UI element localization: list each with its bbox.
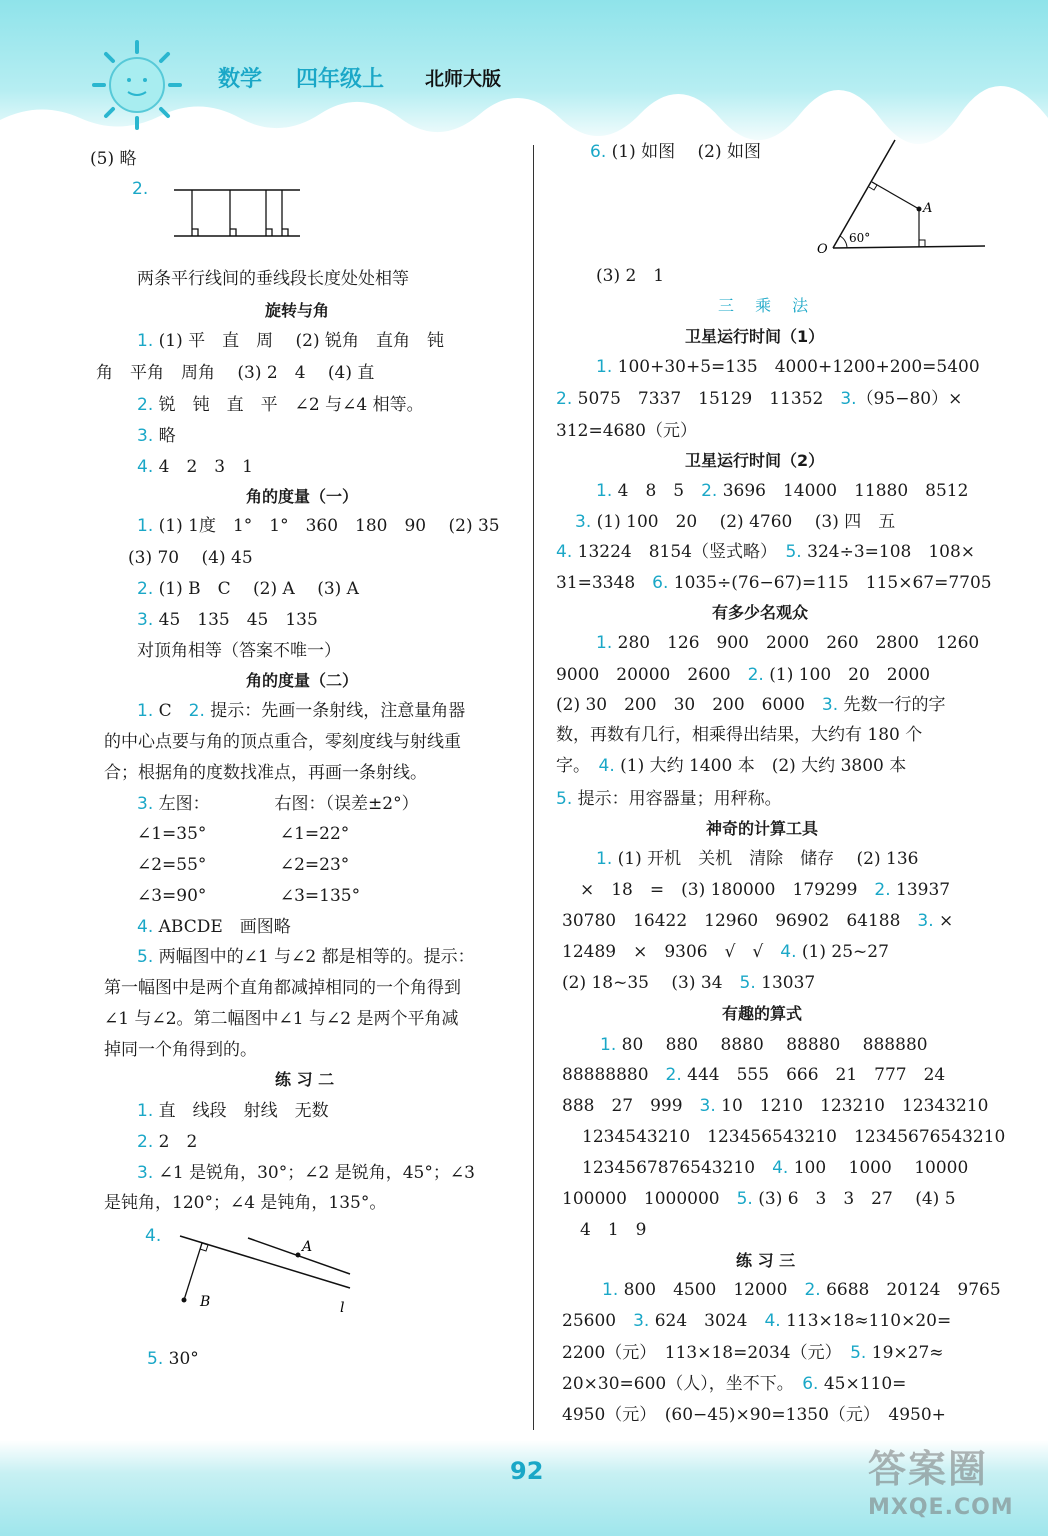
answer-line: 3. 略 xyxy=(137,426,176,446)
answer-line: 3. ∠1 是锐角，30°；∠2 是锐角，45°；∠3 xyxy=(137,1163,475,1183)
answer-line: 3. 45 135 45 135 xyxy=(137,610,318,630)
answer-line: 第一幅图中是两个直角都减掉相同的一个角得到 xyxy=(104,978,461,998)
question-number: 4. xyxy=(145,1226,162,1246)
section-heading: 旋转与角 xyxy=(265,301,330,320)
section-heading: 练 习 二 xyxy=(275,1070,335,1089)
answer-line: 100000 1000000 5. (3) 6 3 3 27 (4) 5 xyxy=(562,1189,956,1209)
section-heading: 练 习 三 xyxy=(736,1251,796,1270)
answer-line: 88888880 2. 444 555 666 21 777 24 xyxy=(562,1065,946,1085)
answer-line: 2200（元） 113×18=2034（元） 5. 19×27≈ xyxy=(562,1343,944,1363)
answer-line: 5. 30° xyxy=(147,1349,199,1369)
answer-line: 1. 280 126 900 2000 260 2800 1260 xyxy=(596,633,980,653)
answer-line: (2) 30 200 30 200 6000 3. 先数一行的字 xyxy=(556,695,946,715)
answer-line: 1. 4 8 5 2. 3696 14000 11880 8512 xyxy=(596,481,969,501)
answer-line: (5) 略 xyxy=(90,149,137,169)
answer-line: 数，再数有几行，相乘得出结果，大约有 180 个 xyxy=(556,725,923,745)
section-heading: 卫星运行时间（1） xyxy=(685,327,825,346)
point-b-label: B xyxy=(200,1294,211,1310)
answer-line: 9000 20000 2600 2. (1) 100 20 2000 xyxy=(556,665,931,685)
answer-line: 1234567876543210 4. 100 1000 10000 xyxy=(582,1158,969,1178)
watermark xyxy=(868,1438,1038,1528)
answer-line: 2. (1) B C (2) A (3) A xyxy=(137,579,359,599)
answer-line: 1. 80 880 8880 88880 888880 xyxy=(600,1035,928,1055)
section-heading: 有趣的算式 xyxy=(722,1004,803,1023)
answer-line: (3) 2 1 xyxy=(596,266,665,286)
answer-line: 的中心点要与角的顶点重合，零刻度线与射线重 xyxy=(104,732,461,752)
answer-line: ∠3=90° ∠3=135° xyxy=(137,886,361,906)
answer-line: 合；根据角的度数找准点，再画一条射线。 xyxy=(104,763,427,783)
angle-label: 60° xyxy=(849,231,871,245)
section-heading: 卫星运行时间（2） xyxy=(685,451,825,470)
answer-line: 5. 提示：用容器量；用秤称。 xyxy=(556,789,782,809)
answer-line: 12489 × 9306 √ √ 4. (1) 25~27 xyxy=(562,942,889,962)
watermark-logo-text: 答案圈 xyxy=(868,1447,989,1491)
answer-line: 1. (1) 平 直 周 (2) 锐角 直角 钝 xyxy=(137,331,445,351)
answer-line: 4. ABCDE 画图略 xyxy=(137,917,291,937)
answer-line: ∠2=55° ∠2=23° xyxy=(137,855,350,875)
answer-line: 4. 13224 8154（竖式略） 5. 324÷3=108 108× xyxy=(556,542,976,562)
answer-line: 2. 5075 7337 15129 11352 3.（95−80）× xyxy=(556,389,963,409)
answer-line: ∠1 与∠2。第二幅图中∠1 与∠2 是两个平角减 xyxy=(104,1009,459,1029)
answer-line: 4. 4 2 3 1 xyxy=(137,457,253,477)
answer-line: 2. 锐 钝 直 平 ∠2 与∠4 相等。 xyxy=(137,395,424,415)
answer-line: 4 1 9 xyxy=(580,1220,647,1240)
answer-line: × 18 = (3) 180000 179299 2. 13937 xyxy=(580,880,951,900)
section-heading: 神奇的计算工具 xyxy=(706,819,819,838)
question-number: 2. xyxy=(132,179,149,199)
section-heading: 角的度量（一） xyxy=(246,487,359,506)
line-l-label: l xyxy=(340,1300,345,1316)
answer-line: 是钝角，120°；∠4 是钝角，135°。 xyxy=(104,1193,387,1213)
answer-line: 掉同一个角得到的。 xyxy=(104,1040,257,1060)
edition-title: 北师大版 xyxy=(425,68,502,90)
answer-line: 1. 直 线段 射线 无数 xyxy=(137,1101,329,1121)
answer-line: 1. (1) 开机 关机 清除 储存 (2) 136 xyxy=(596,849,919,869)
angle-figure xyxy=(815,138,990,258)
answer-line: 312=4680（元） xyxy=(556,421,697,441)
section-heading: 角的度量（二） xyxy=(246,671,359,690)
answer-line: ∠1=35° ∠1=22° xyxy=(137,824,350,844)
answer-line: 888 27 999 3. 10 1210 123210 12343210 xyxy=(562,1096,989,1116)
answer-line: 25600 3. 624 3024 4. 113×18≈110×20= xyxy=(562,1311,952,1331)
answer-line: 两条平行线间的垂线段长度处处相等 xyxy=(137,269,409,289)
grade-title: 四年级上 xyxy=(296,67,385,92)
parallel-lines-figure xyxy=(172,182,302,242)
watermark-url: MXQE.COM xyxy=(868,1495,1014,1520)
answer-line: 4950（元） (60−45)×90=1350（元） 4950+ xyxy=(562,1405,946,1425)
answer-line: 20×30=600（人），坐不下。 6. 45×110= xyxy=(562,1374,907,1394)
answer-line: 30780 16422 12960 96902 64188 3. × xyxy=(562,911,954,931)
perpendicular-figure xyxy=(160,1228,360,1318)
chapter-heading: 三 乘 法 xyxy=(718,296,817,315)
answer-line: 对顶角相等（答案不唯一） xyxy=(137,641,341,661)
sun-icon xyxy=(92,40,182,130)
answer-line: 3. (1) 100 20 (2) 4760 (3) 四 五 xyxy=(575,512,896,532)
point-a-label: A xyxy=(923,201,933,216)
answer-line: 角 平角 周角 (3) 2 4 (4) 直 xyxy=(96,363,375,383)
answer-line: 31=3348 6. 1035÷(76−67)=115 115×67=7705 xyxy=(556,573,992,593)
answer-line: 5. 两幅图中的∠1 与∠2 都是相等的。提示： xyxy=(137,947,475,967)
point-a-label: A xyxy=(302,1239,313,1255)
answer-line: 1. (1) 1度 1° 1° 360 180 90 (2) 35 xyxy=(137,516,500,536)
page-number: 92 xyxy=(510,1457,544,1485)
answer-line: 6. (1) 如图 (2) 如图 xyxy=(590,142,762,162)
answer-line: (2) 18~35 (3) 34 5. 13037 xyxy=(562,973,816,993)
subject-title: 数学 xyxy=(218,67,263,92)
answer-line: 1. C 2. 提示：先画一条射线，注意量角器 xyxy=(137,701,466,721)
answer-line: 2. 2 2 xyxy=(137,1132,198,1152)
section-heading: 有多少名观众 xyxy=(712,603,809,622)
point-o-label: O xyxy=(817,242,828,257)
answer-line: 3. 左图： 右图：（误差±2°） xyxy=(137,794,419,814)
answer-line: (3) 70 (4) 45 xyxy=(128,548,253,568)
answer-line: 字。 4. (1) 大约 1400 本 (2) 大约 3800 本 xyxy=(556,756,907,776)
column-divider xyxy=(533,145,534,1430)
answer-line: 1. 800 4500 12000 2. 6688 20124 9765 xyxy=(602,1280,1001,1300)
answer-line: 1. 100+30+5=135 4000+1200+200=5400 xyxy=(596,357,980,377)
answer-line: 1234543210 123456543210 12345676543210 xyxy=(582,1127,1006,1147)
